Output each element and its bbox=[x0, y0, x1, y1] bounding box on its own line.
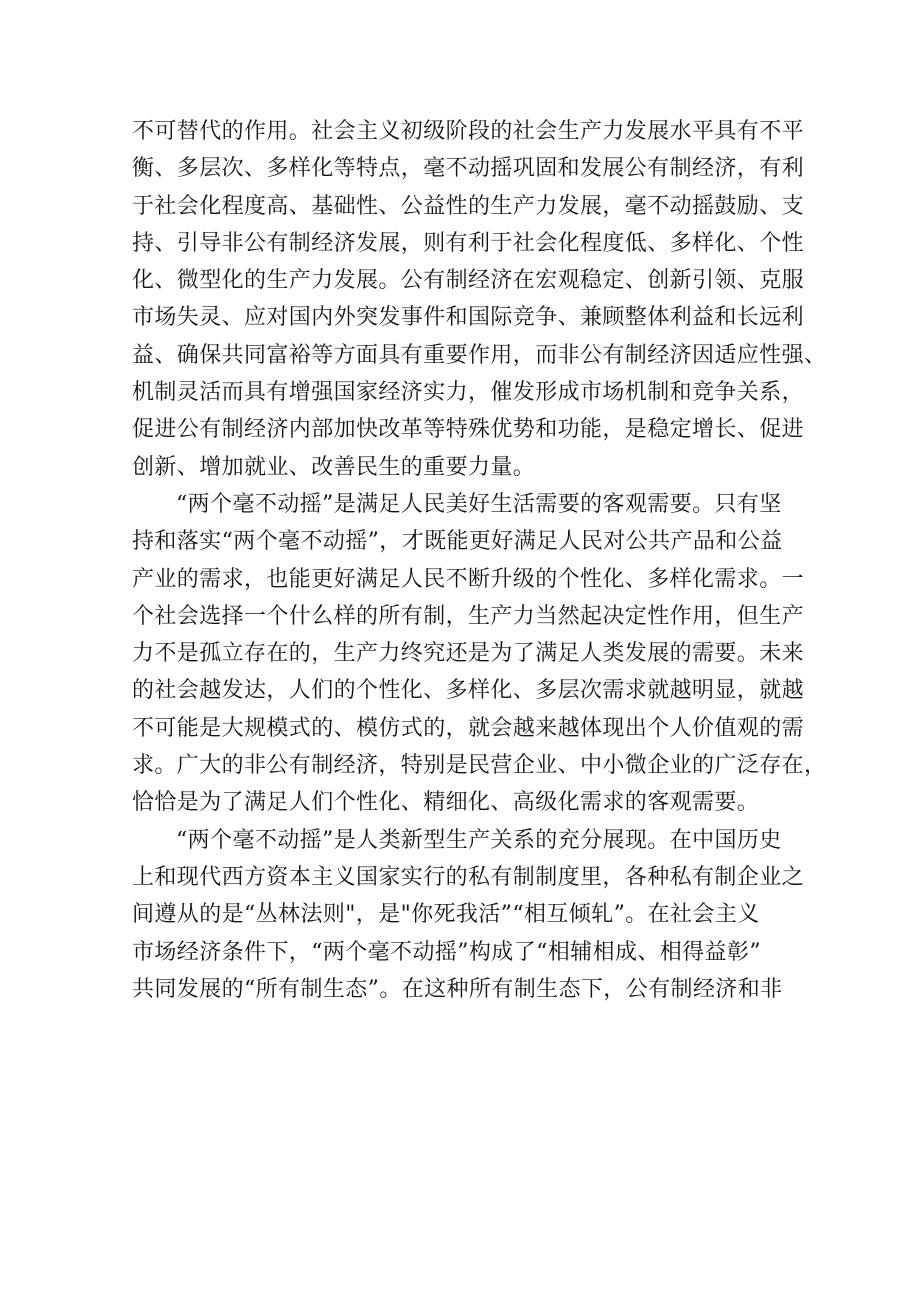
text-line: 求。广大的非公有制经济，特别是民营企业、中小微企业的广泛存在， bbox=[132, 753, 827, 779]
text-line: 不可能是大规模式的、模仿式的，就会越来越体现出个人价值观的需 bbox=[132, 715, 805, 741]
text-line: 的社会越发达，人们的个性化、多样化、多层次需求就越明显，就越 bbox=[132, 678, 805, 704]
text-line: 共同发展的“所有制生态”。在这种所有制生态下，公有制经济和非 bbox=[132, 976, 783, 1002]
paragraph-2 bbox=[132, 486, 827, 822]
text-line: 市场经济条件下，“两个毫不动摇”构成了“相辅相成、相得益彰” bbox=[132, 939, 761, 965]
text-line: 益、确保共同富裕等方面具有重要作用，而非公有制经济因适应性强、 bbox=[132, 342, 827, 368]
text-line: 于社会化程度高、基础性、公益性的生产力发展，毫不动摇鼓励、支 bbox=[132, 193, 805, 219]
text-line: 间遵从的是“丛林法则"，是"你死我活”“相互倾轧”。在社会主义 bbox=[132, 902, 760, 928]
paragraph-3 bbox=[132, 822, 805, 1008]
text-line: 机制灵活而具有增强国家经济实力，催发形成市场机制和竞争关系， bbox=[132, 380, 805, 406]
text-line-indented: “两个毫不动摇”是人类新型生产关系的充分展现。在中国历史 bbox=[176, 827, 782, 853]
text-line-indented: “两个毫不动摇”是满足人民美好生活需要的客观需要。只有坚 bbox=[176, 491, 782, 517]
text-line: 促进公有制经济内部加快改革等特殊优势和功能，是稳定增长、促进 bbox=[132, 417, 805, 443]
text-line: 个社会选择一个什么样的所有制，生产力当然起决定性作用，但生产 bbox=[132, 603, 805, 629]
text-line: 不可替代的作用。社会主义初级阶段的社会生产力发展水平具有不平 bbox=[132, 119, 805, 144]
text-line: 产业的需求，也能更好满足人民不断升级的个性化、多样化需求。一 bbox=[132, 566, 805, 592]
paragraph-1 bbox=[132, 113, 827, 486]
text-line: 持和落实“两个毫不动摇”，才既能更好满足人民对公共产品和公益 bbox=[132, 529, 783, 555]
text-line: 力不是孤立存在的，生产力终究还是为了满足人类发展的需要。未来 bbox=[132, 641, 805, 667]
text-line: 创新、增加就业、改善民生的重要力量。 bbox=[132, 454, 536, 480]
text-line: 持、引导非公有制经济发展，则有利于社会化程度低、多样化、个性 bbox=[132, 230, 805, 256]
text-line: 恰恰是为了满足人们个性化、精细化、高级化需求的客观需要。 bbox=[132, 790, 760, 816]
document-body bbox=[132, 113, 827, 1008]
text-line: 市场失灵、应对国内外突发事件和国际竞争、兼顾整体利益和长远利 bbox=[132, 305, 805, 331]
text-line: 化、微型化的生产力发展。公有制经济在宏观稳定、创新引领、克服 bbox=[132, 268, 805, 294]
text-line: 上和现代西方资本主义国家实行的私有制制度里，各种私有制企业之 bbox=[132, 864, 805, 890]
text-line: 衡、多层次、多样化等特点，毫不动摇巩固和发展公有制经济，有利 bbox=[132, 156, 805, 182]
